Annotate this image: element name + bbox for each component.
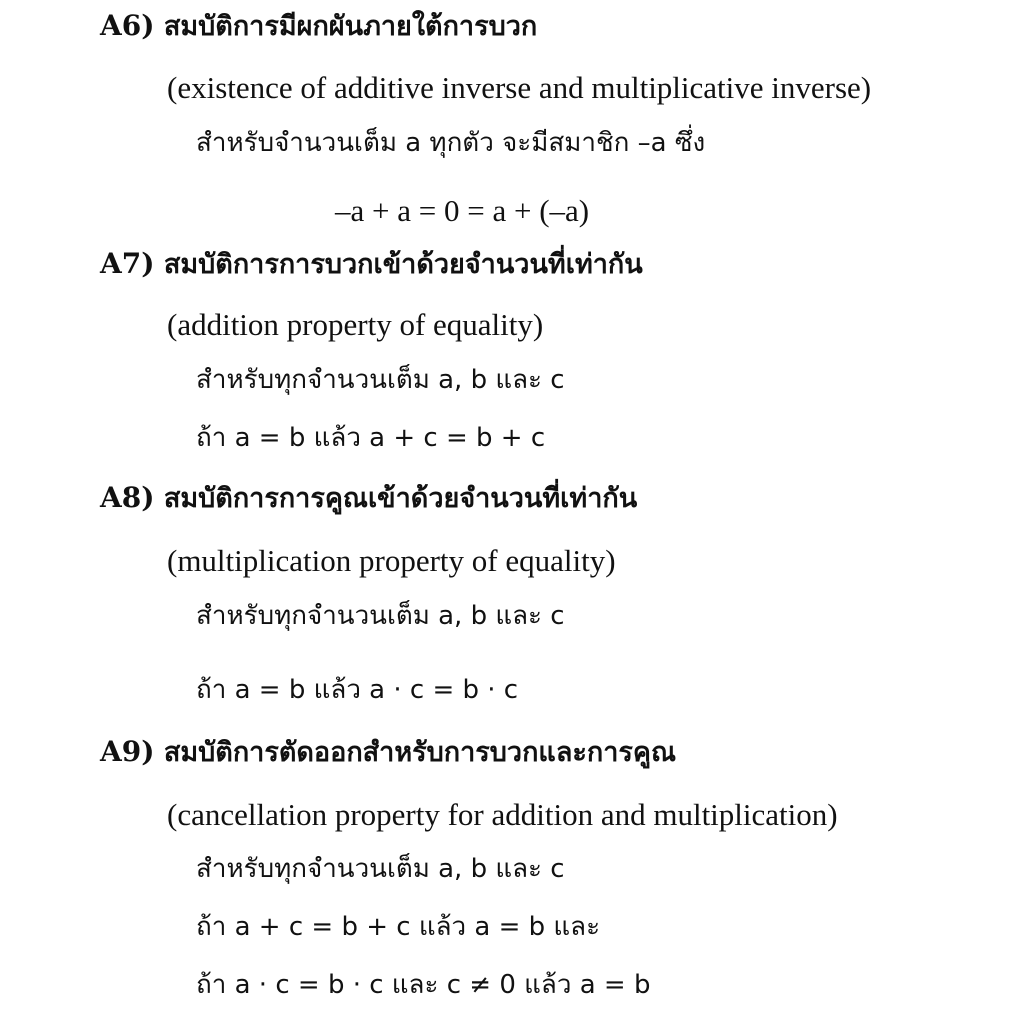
section-a9-title: สมบัติการตัดออกสำหรับการบวกและการคูณ (163, 737, 676, 768)
section-a8-line-2: ถ้า a = b แล้ว a · c = b · c (196, 675, 519, 705)
section-a7-line-2: ถ้า a = b แล้ว a + c = b + c (196, 423, 546, 453)
section-a9-line-1: สำหรับทุกจำนวนเต็ม a, b และ c (196, 854, 565, 884)
section-a9-line-3: ถ้า a · c = b · c และ c ≠ 0 แล้ว a = b (196, 970, 651, 1000)
section-a7-title: สมบัติการการบวกเข้าด้วยจำนวนที่เท่ากัน (163, 249, 643, 280)
section-a6-formula: –a + a = 0 = a + (–a) (335, 193, 590, 228)
section-a6-line-1: สำหรับจำนวนเต็ม a ทุกตัว จะมีสมาชิก –a ซึ่ง (196, 128, 706, 158)
section-a6-code: A6) (100, 9, 155, 42)
section-a8-title: สมบัติการการคูณเข้าด้วยจำนวนที่เท่ากัน (163, 483, 638, 514)
section-a9-english: (cancellation property for addition and multiplication) (167, 797, 838, 832)
section-a8-code: A8) (100, 481, 155, 514)
section-a8-line-1: สำหรับทุกจำนวนเต็ม a, b และ c (196, 601, 565, 631)
section-a6-heading (100, 9, 538, 42)
section-a9-code: A9) (100, 735, 155, 768)
section-a6-title: สมบัติการมีผกผันภายใต้การบวก (163, 11, 538, 42)
section-a9-heading (100, 735, 676, 768)
section-a9-line-2: ถ้า a + c = b + c แล้ว a = b และ (196, 912, 601, 942)
section-a7-line-1: สำหรับทุกจำนวนเต็ม a, b และ c (196, 365, 565, 395)
section-a7-english: (addition property of equality) (167, 307, 544, 342)
section-a7-heading (100, 247, 643, 280)
section-a6-english: (existence of additive inverse and multiplicative inverse) (167, 70, 872, 105)
section-a8-heading (100, 481, 638, 514)
section-a7-code: A7) (100, 247, 155, 280)
section-a8-english: (multiplication property of equality) (167, 543, 616, 578)
